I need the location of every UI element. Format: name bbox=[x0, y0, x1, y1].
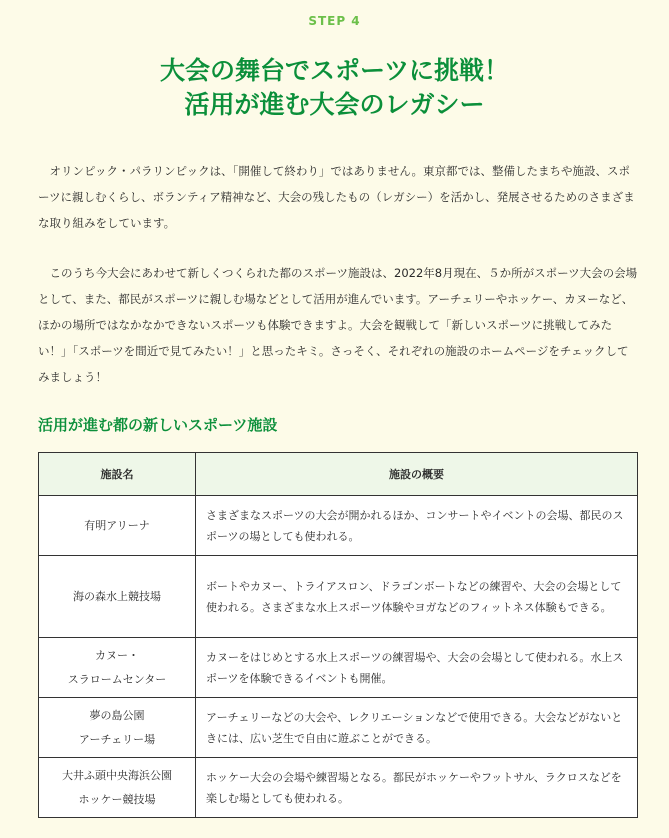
intro-paragraph-1: オリンピック・パラリンピックは、「開催して終わり」ではありません。東京都では、整備したまちや施設、スポーツに親しむくらし、ボランティア精神など、大会の残したもの（レガシー）を活かし、発展させるためのさまざまな取り組みをしています。 bbox=[38, 164, 635, 230]
facility-name-line: カヌー・ bbox=[95, 648, 139, 662]
facility-description: カヌーをはじめとする水上スポーツの練習場や、大会の会場として使われる。水上スポーツを体験できるイベントも開催。 bbox=[196, 638, 638, 698]
intro-paragraph-2: このうち今大会にあわせて新しくつくられた都のスポーツ施設は、2022年8月現在、５か所がスポーツ大会の会場として、また、都民がスポーツに親しむ場などとして活用が進んでいます。アーチェリーやホッケー、カヌーなど、ほかの場所ではなかなかできないスポーツも体験できますよ。大会を観戦して「新しいスポーツに挑戦してみたい！」「スポーツを間近で見てみたい！」と思ったキミ。さっそく、それぞれの施設のホームページをチェックしてみましょう！ bbox=[38, 266, 638, 384]
section-title: 活用が進む都の新しいスポーツ施設 bbox=[38, 416, 278, 434]
table-row bbox=[39, 496, 638, 556]
facility-name bbox=[39, 698, 196, 758]
table-row bbox=[39, 698, 638, 758]
facility-name-line: スラロームセンター bbox=[67, 672, 167, 686]
header-facility-name: 施設名 bbox=[39, 453, 196, 496]
facility-name-line: ホッケー競技場 bbox=[78, 792, 156, 806]
page-title-line2: 活用が進む大会のレガシー bbox=[184, 90, 485, 119]
facility-description: ボートやカヌー、トライアスロン、ドラゴンボートなどの練習や、大会の会場として使われる。さまざまな水上スポーツ体験やヨガなどのフィットネス体験もできる。 bbox=[196, 556, 638, 638]
facility-name-line: 大井ふ頭中央海浜公園 bbox=[62, 768, 172, 782]
facility-description: さまざまなスポーツの大会が開かれるほか、コンサートやイベントの会場、都民のスポーツの場としても使われる。 bbox=[196, 496, 638, 556]
page-title-line1: 大会の舞台でスポーツに挑戦！ bbox=[159, 56, 509, 85]
facility-name bbox=[39, 638, 196, 698]
facility-name-line: 海の森水上競技場 bbox=[73, 589, 161, 603]
table-row bbox=[39, 638, 638, 698]
table-row bbox=[39, 556, 638, 638]
facility-name-line: 有明アリーナ bbox=[84, 518, 150, 532]
facility-name bbox=[39, 556, 196, 638]
facilities-table bbox=[38, 452, 638, 818]
facility-name-line: 夢の島公園 bbox=[89, 708, 145, 722]
facility-name bbox=[39, 758, 196, 818]
table-row bbox=[39, 758, 638, 818]
facility-name bbox=[39, 496, 196, 556]
facility-description: アーチェリーなどの大会や、レクリエーションなどで使用できる。大会などがないときには、広い芝生で自由に遊ぶことができる。 bbox=[196, 698, 638, 758]
table-header-row bbox=[39, 453, 638, 496]
facility-description: ホッケー大会の会場や練習場となる。都民がホッケーやフットサル、ラクロスなどを楽しむ場としても使われる。 bbox=[196, 758, 638, 818]
header-facility-overview: 施設の概要 bbox=[196, 453, 638, 496]
facility-name-line: アーチェリー場 bbox=[78, 732, 156, 746]
step-label: STEP 4 bbox=[308, 14, 361, 28]
